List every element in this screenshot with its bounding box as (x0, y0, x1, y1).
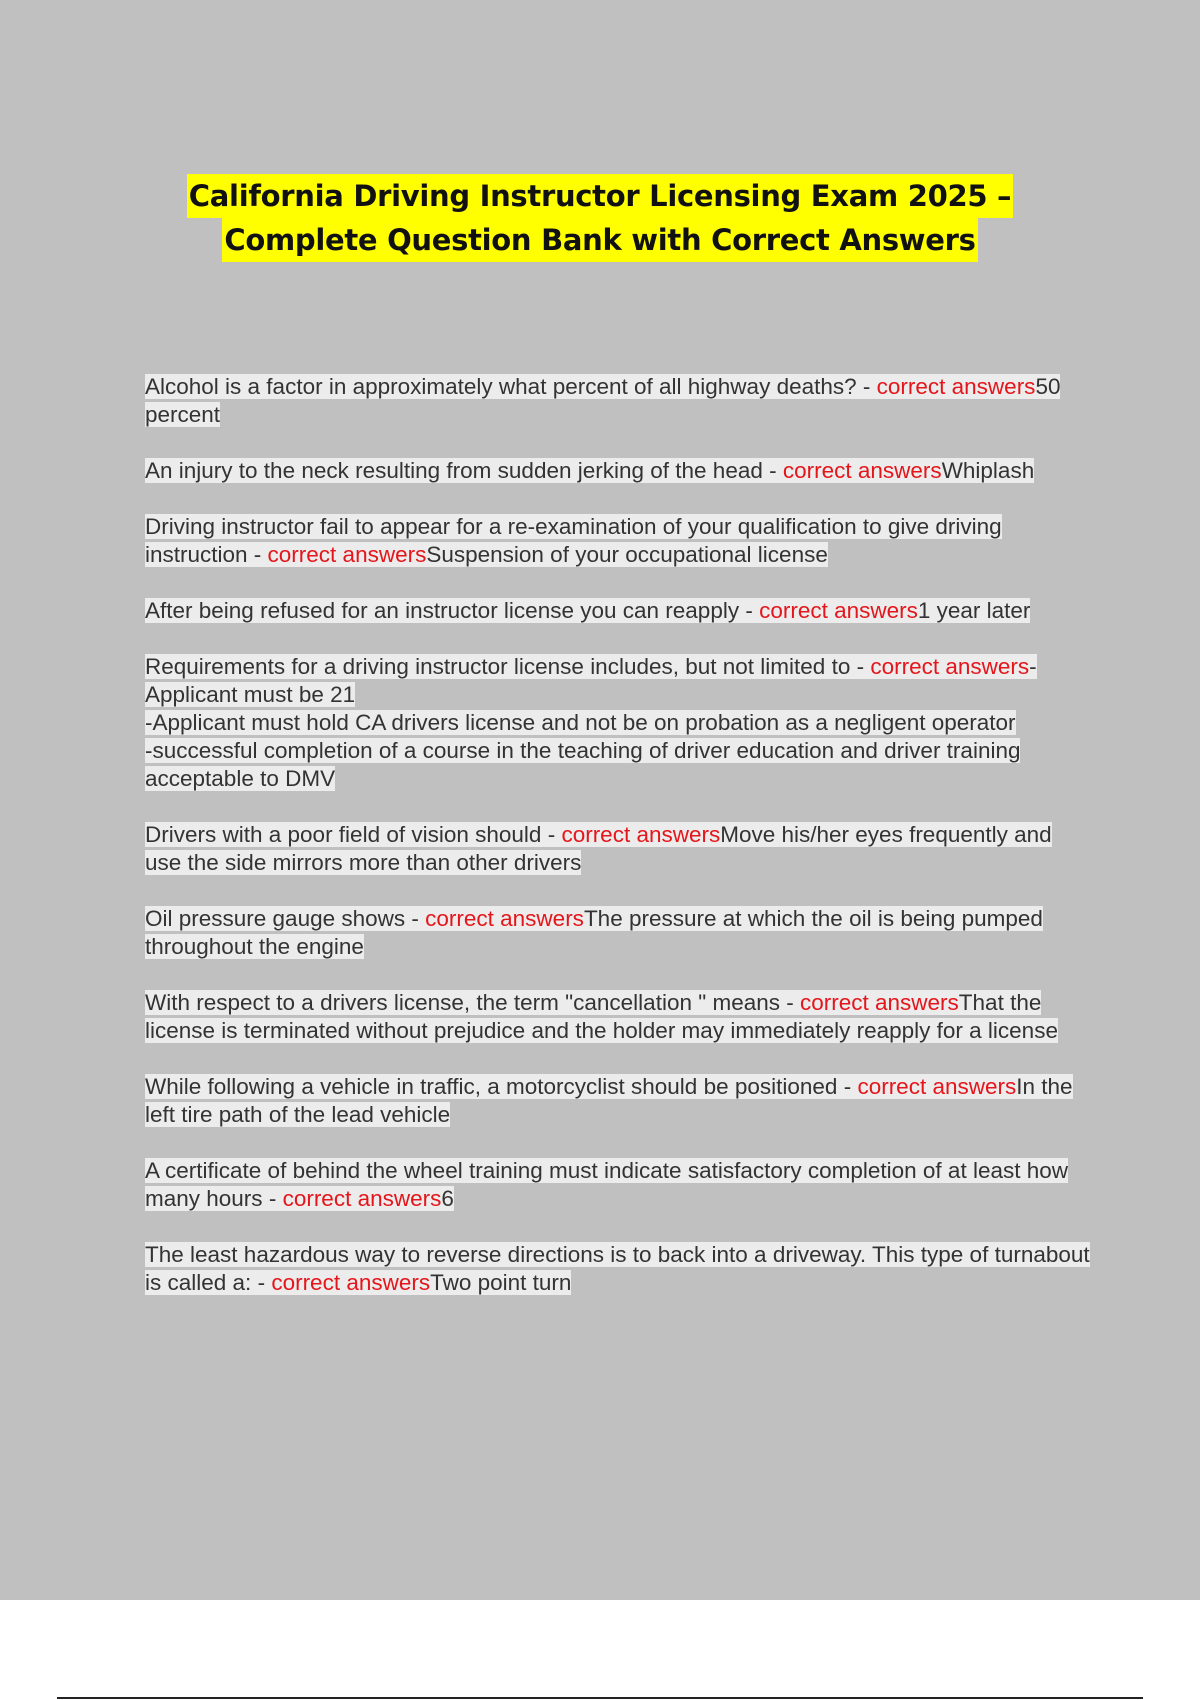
answer-marker: correct answers (876, 374, 1036, 399)
qa-item (145, 513, 1090, 569)
qa-text (145, 906, 1043, 959)
qa-text (145, 822, 1052, 875)
qa-item (145, 989, 1090, 1045)
document-title (0, 174, 1200, 262)
answer-marker: correct answers (870, 654, 1030, 679)
question-list (145, 373, 1090, 1325)
answer-marker: correct answers (271, 1270, 431, 1295)
qa-text (145, 1074, 1073, 1127)
answer-marker: correct answers (425, 906, 584, 931)
answer-text: 6 (441, 1186, 454, 1211)
separator: - (251, 1270, 272, 1295)
qa-item (145, 1073, 1090, 1129)
answer-text: 50 percent (145, 374, 1061, 427)
qa-text (145, 654, 1037, 707)
title-line: Complete Question Bank with Correct Answers (222, 218, 977, 262)
question-text: Drivers with a poor field of vision should (145, 822, 542, 847)
separator: - (405, 906, 426, 931)
qa-text (145, 1158, 1068, 1211)
question-text: Requirements for a driving instructor license includes, but not limited to (145, 654, 851, 679)
answer-marker: correct answers (800, 990, 959, 1015)
answer-text: 1 year later (917, 598, 1031, 623)
answer-marker: correct answers (782, 458, 942, 483)
answer-extra-line: -successful completion of a course in the teaching of driver education and driver training acceptable to DMV (145, 738, 1021, 791)
separator: - (739, 598, 760, 623)
separator: - (850, 654, 871, 679)
answer-text: Move his/her eyes frequently and use the side mirrors more than other drivers (145, 822, 1052, 875)
answer-text: -Applicant must be 21 (145, 654, 1037, 707)
qa-item (145, 821, 1090, 877)
question-text: Oil pressure gauge shows (145, 906, 406, 931)
qa-item (145, 1157, 1090, 1213)
separator: - (837, 1074, 858, 1099)
answer-marker: correct answers (282, 1186, 442, 1211)
qa-item (145, 653, 1090, 793)
qa-item (145, 597, 1090, 625)
separator: - (541, 822, 562, 847)
qa-item (145, 905, 1090, 961)
qa-item (145, 1241, 1090, 1297)
qa-item (145, 457, 1090, 485)
qa-text (145, 458, 1034, 483)
footer-divider (57, 1697, 1143, 1699)
answer-marker: correct answers (561, 822, 721, 847)
question-text: After being refused for an instructor license you can reapply (145, 598, 740, 623)
separator: - (247, 542, 268, 567)
question-text: An injury to the neck resulting from sudden jerking of the head (145, 458, 763, 483)
question-text: A certificate of behind the wheel training must indicate satisfactory completion of at least how many hours (145, 1158, 1068, 1211)
answer-text: The pressure at which the oil is being pumped throughout the engine (145, 906, 1043, 959)
answer-text: In the left tire path of the lead vehicle (145, 1074, 1073, 1127)
answer-marker: correct answers (759, 598, 918, 623)
qa-text (145, 374, 1060, 427)
qa-text (145, 514, 1002, 567)
question-text: Driving instructor fail to appear for a re-examination of your qualification to give driving instruction (145, 514, 1002, 567)
separator: - (762, 458, 783, 483)
answer-marker: correct answers (267, 542, 427, 567)
question-text: While following a vehicle in traffic, a motorcyclist should be positioned (145, 1074, 838, 1099)
qa-text (145, 990, 1058, 1043)
qa-text (145, 598, 1030, 623)
answer-marker: correct answers (857, 1074, 1017, 1099)
question-text: With respect to a drivers license, the term "cancellation " means (145, 990, 780, 1015)
answer-text: Two point turn (430, 1270, 572, 1295)
answer-text: Suspension of your occupational license (426, 542, 828, 567)
answer-text: Whiplash (941, 458, 1035, 483)
answer-extra-line: -Applicant must hold CA drivers license and not be on probation as a negligent operator (145, 710, 1016, 735)
question-text: Alcohol is a factor in approximately what percent of all highway deaths? (145, 374, 857, 399)
separator: - (780, 990, 800, 1015)
question-text: The least hazardous way to reverse directions is to back into a driveway. This type of turnabout is called a: (145, 1242, 1090, 1295)
answer-text: That the license is terminated without prejudice and the holder may immediately reapply for a license (145, 990, 1058, 1043)
separator: - (856, 374, 877, 399)
separator: - (262, 1186, 283, 1211)
qa-item (145, 373, 1090, 429)
qa-text (145, 1242, 1090, 1295)
title-line: California Driving Instructor Licensing Exam 2025 – (187, 174, 1013, 218)
